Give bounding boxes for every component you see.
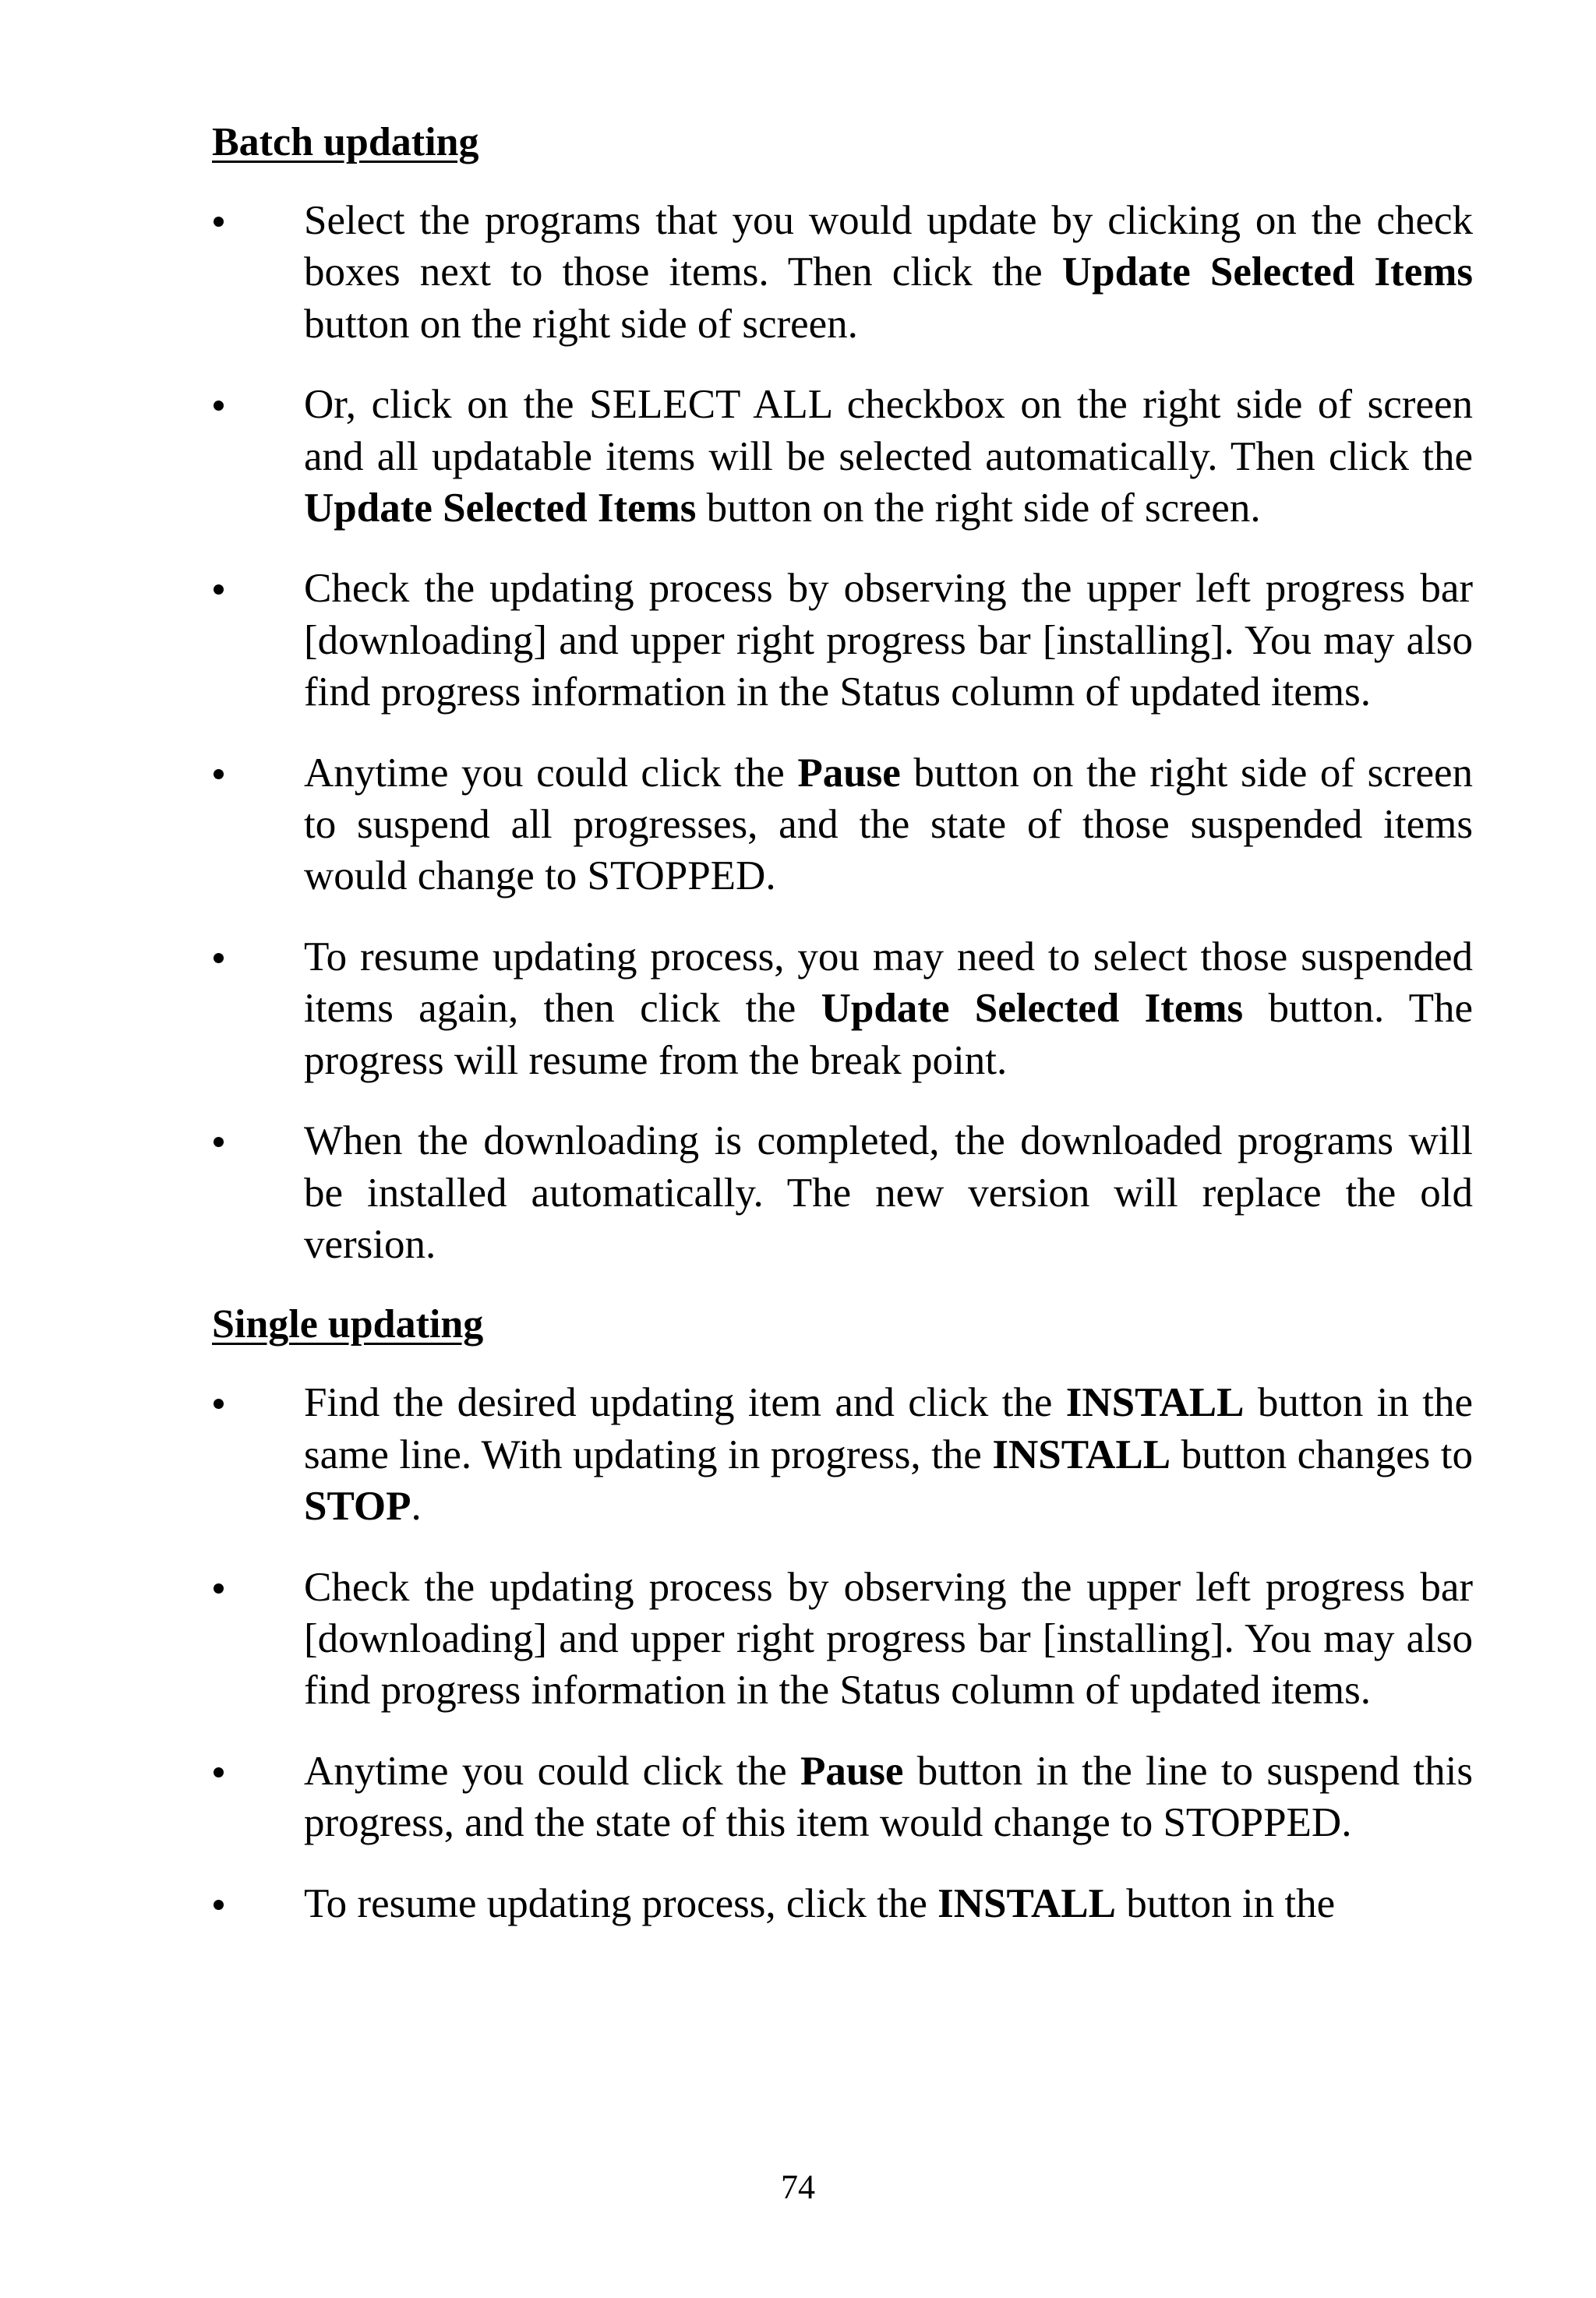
bullet-icon [214, 953, 224, 963]
list-item: Or, click on the SELECT ALL checkbox on the right side of screen and all updatable items will be selected automatically. Then click the Update Selected Items button on the right side of screen. [212, 379, 1473, 534]
single-updating-heading: Single updating [212, 1302, 484, 1347]
list-item: Check the updating process by observing the upper left progress bar [downloading] and upper right progress bar [installing]. You may also find progress information in the Status column of updated items. [212, 1562, 1473, 1717]
bullet-icon [214, 1583, 224, 1594]
bullet-icon [214, 1767, 224, 1777]
bullet-icon [214, 1900, 224, 1910]
manual-page [212, 117, 1473, 1958]
list-item: Anytime you could click the Pause button in the line to suspend this progress, and the state of this item would change to STOPPED. [212, 1746, 1473, 1849]
list-item: When the downloading is completed, the downloaded programs will be installed automatically. The new version will replace the old version. [212, 1115, 1473, 1270]
list-item: Select the programs that you would update by clicking on the check boxes next to those items. Then click the Update Selected Items button on the right side of screen. [212, 195, 1473, 350]
page-number: 74 [781, 2168, 815, 2206]
list-item: Anytime you could click the Pause button on the right side of screen to suspend all progresses, and the state of those suspended items would change to STOPPED. [212, 747, 1473, 902]
bullet-icon [214, 1399, 224, 1409]
single-updating-list [212, 1377, 1473, 1929]
bullet-icon [214, 1137, 224, 1147]
bullet-icon [214, 401, 224, 411]
batch-updating-heading: Batch updating [212, 120, 479, 164]
bullet-icon [214, 217, 224, 227]
list-item: To resume updating process, click the INSTALL button in the [212, 1878, 1473, 1929]
list-item: Find the desired updating item and click the INSTALL button in the same line. With updating in progress, the INSTALL button changes to STOP. [212, 1377, 1473, 1532]
bullet-icon [214, 584, 224, 595]
list-item: Check the updating process by observing the upper left progress bar [downloading] and upper right progress bar [installing]. You may also find progress information in the Status column of updated items. [212, 563, 1473, 718]
list-item: To resume updating process, you may need to select those suspended items again, then click the Update Selected Items button. The progress will resume from the break point. [212, 931, 1473, 1086]
bullet-icon [214, 769, 224, 779]
batch-updating-list [212, 195, 1473, 1270]
